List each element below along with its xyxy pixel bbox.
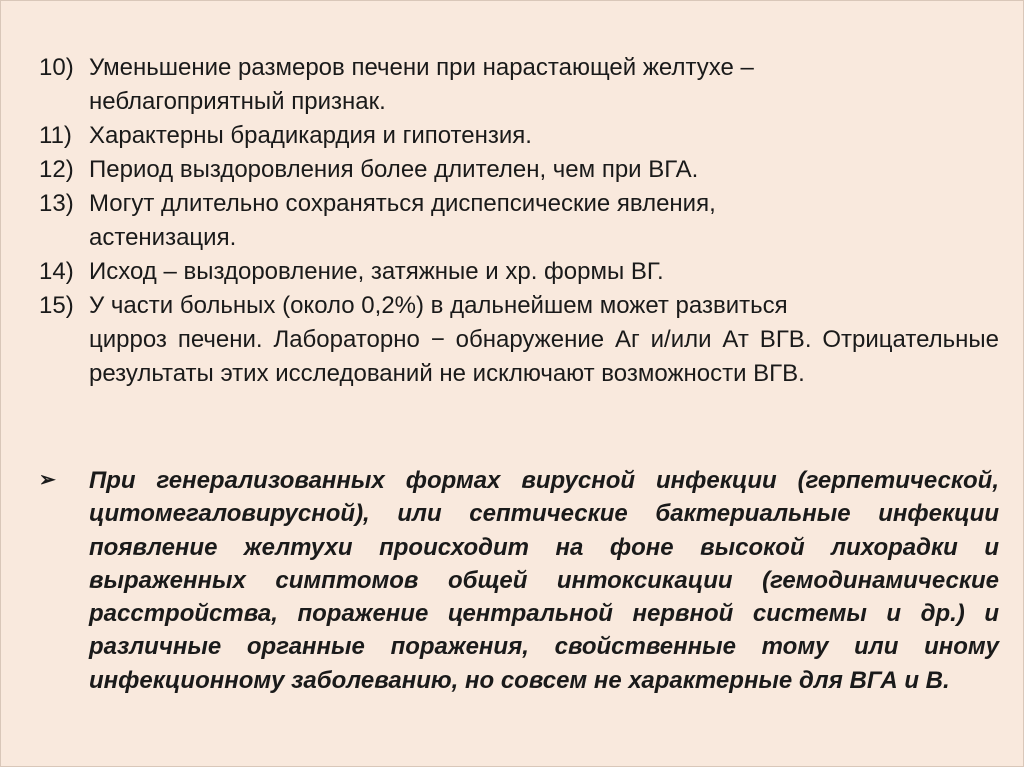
item-continuation: неблагоприятный признак. [89, 88, 386, 115]
item-text: Исход – выздоровление, затяжные и хр. формы ВГ. [89, 258, 664, 285]
item-number: 14) [39, 258, 74, 285]
list-item [39, 289, 999, 391]
list-item [39, 51, 999, 119]
bullet-paragraph [39, 464, 999, 697]
list-item [39, 153, 999, 187]
list-item [39, 255, 999, 289]
item-number: 11) [39, 122, 72, 149]
list-item [39, 119, 999, 153]
item-text: Уменьшение размеров печени при нарастающей желтухе – [89, 54, 754, 81]
item-continuation: астенизация. [89, 224, 237, 251]
arrow-bullet-icon: ➢ [39, 469, 56, 491]
numbered-list [39, 51, 999, 391]
list-item [39, 187, 999, 255]
item-number: 13) [39, 190, 74, 217]
item-text: Период выздоровления более длителен, чем при ВГА. [89, 156, 699, 183]
item-text: У части больных (около 0,2%) в дальнейшем может развиться [89, 292, 788, 319]
item-number: 10) [39, 54, 74, 81]
item-text: Могут длительно сохраняться диспепсические явления, [89, 190, 716, 217]
bullet-text: При генерализованных формах вирусной инфекции (герпетической, цитомегаловирусной), или септические бактериальные инфекции появление желтухи происходит на фоне высокой лихорадки и выраженных симптомов общей интоксикации (гемодинамические расстройства, поражение центральной нервной системы и др.) и различные органные поражения, свойственные тому или иному инфекционному заболеванию, но совсем не характерные для ВГА и В. [89, 467, 999, 694]
item-number: 12) [39, 156, 74, 183]
item-text: Характерны брадикардия и гипотензия. [89, 122, 532, 149]
item-number: 15) [39, 292, 74, 319]
item-continuation: цирроз печени. Лабораторно − обнаружение Аг и/или Ат ВГВ. Отрицательные результаты этих исследований не исключают возможности ВГВ. [89, 326, 999, 387]
